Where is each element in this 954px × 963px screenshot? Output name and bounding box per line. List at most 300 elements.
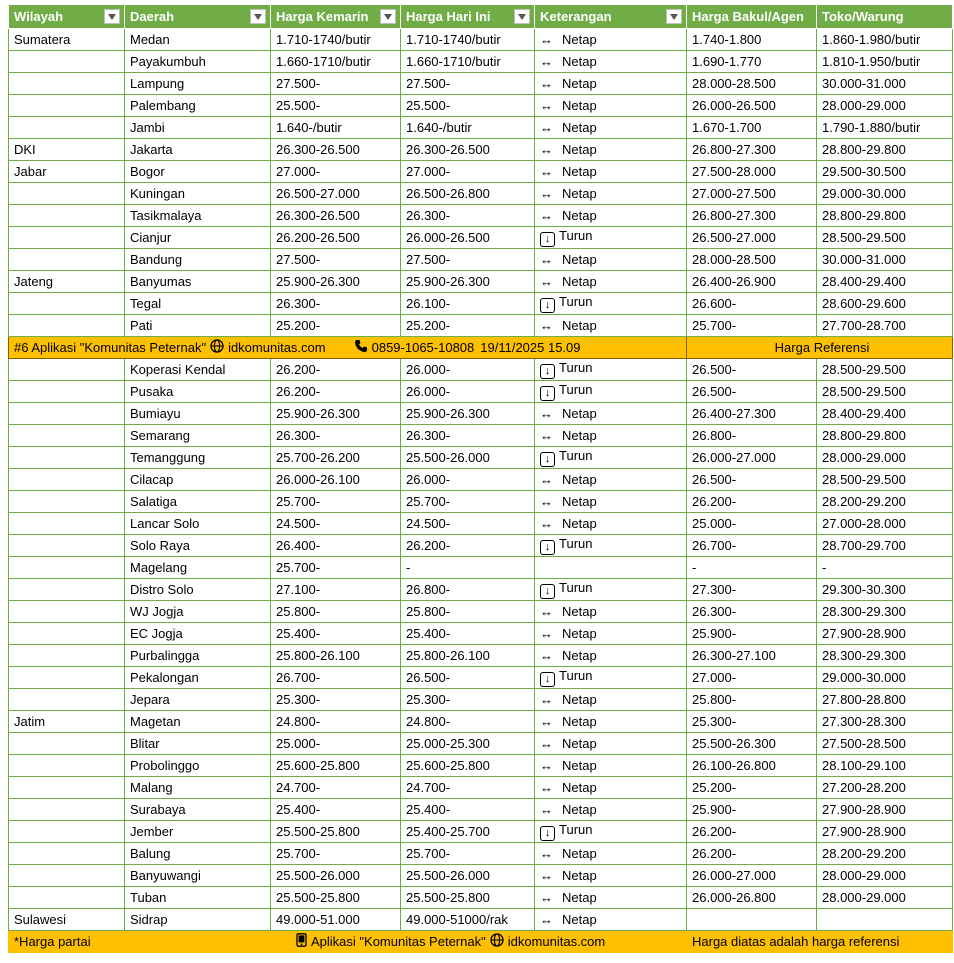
cell-harga-hari-ini[interactable]: 26.000-	[401, 469, 535, 491]
cell-daerah[interactable]: Jambi	[125, 117, 271, 139]
cell-harga-hari-ini[interactable]: 25.700-	[401, 843, 535, 865]
footer-row	[9, 931, 953, 953]
cell-toko-warung[interactable]: 29.000-30.000	[817, 183, 953, 205]
cell-harga-bakul[interactable]: -	[687, 557, 817, 579]
header-toko-warung: Toko/Warung	[817, 5, 953, 29]
band-phone: 0859-1065-10808	[371, 340, 475, 355]
cell-harga-hari-ini[interactable]: 26.500-26.800	[401, 183, 535, 205]
cell-daerah[interactable]: Distro Solo	[125, 579, 271, 601]
cell-toko-warung[interactable]: 1.810-1.950/butir	[817, 51, 953, 73]
cell-wilayah[interactable]: Jatim	[9, 711, 125, 733]
cell-harga-kemarin[interactable]: 25.500-25.800	[271, 821, 401, 843]
cell-harga-hari-ini[interactable]: 27.500-	[401, 249, 535, 271]
cell-harga-kemarin[interactable]: 26.300-	[271, 425, 401, 447]
cell-harga-hari-ini[interactable]: 24.500-	[401, 513, 535, 535]
cell-wilayah[interactable]	[9, 557, 125, 579]
cell-wilayah[interactable]	[9, 601, 125, 623]
cell-wilayah[interactable]	[9, 447, 125, 469]
cell-wilayah[interactable]	[9, 293, 125, 315]
cell-harga-bakul[interactable]: 26.500-	[687, 381, 817, 403]
cell-harga-kemarin[interactable]: 27.000-	[271, 161, 401, 183]
cell-keterangan[interactable]	[535, 447, 687, 469]
cell-harga-bakul[interactable]: 27.300-	[687, 579, 817, 601]
cell-daerah[interactable]: Probolinggo	[125, 755, 271, 777]
cell-toko-warung[interactable]: 28.000-29.000	[817, 447, 953, 469]
cell-harga-kemarin[interactable]: 25.500-25.800	[271, 887, 401, 909]
cell-daerah[interactable]: Pekalongan	[125, 667, 271, 689]
cell-wilayah[interactable]: Jabar	[9, 161, 125, 183]
cell-harga-hari-ini[interactable]: 26.000-	[401, 359, 535, 381]
cell-wilayah[interactable]	[9, 227, 125, 249]
cell-harga-kemarin[interactable]: 24.700-	[271, 777, 401, 799]
cell-daerah[interactable]: Sidrap	[125, 909, 271, 931]
cell-harga-kemarin[interactable]: 25.700-26.200	[271, 447, 401, 469]
cell-daerah[interactable]: Lampung	[125, 73, 271, 95]
cell-toko-warung[interactable]: 27.800-28.800	[817, 689, 953, 711]
cell-wilayah[interactable]	[9, 645, 125, 667]
cell-harga-bakul[interactable]: 26.000-26.500	[687, 95, 817, 117]
cell-harga-bakul[interactable]: 26.200-	[687, 491, 817, 513]
cell-daerah[interactable]: Semarang	[125, 425, 271, 447]
cell-keterangan[interactable]	[535, 579, 687, 601]
cell-harga-kemarin[interactable]: 26.200-26.500	[271, 227, 401, 249]
cell-harga-bakul[interactable]: 25.800-	[687, 689, 817, 711]
cell-wilayah[interactable]	[9, 73, 125, 95]
cell-harga-kemarin[interactable]: 26.700-	[271, 667, 401, 689]
cell-harga-kemarin[interactable]: 25.400-	[271, 799, 401, 821]
cell-harga-hari-ini[interactable]: 25.200-	[401, 315, 535, 337]
cell-wilayah[interactable]	[9, 689, 125, 711]
cell-harga-hari-ini[interactable]: 24.800-	[401, 711, 535, 733]
cell-harga-hari-ini[interactable]: 26.300-26.500	[401, 139, 535, 161]
cell-toko-warung[interactable]: 27.900-28.900	[817, 799, 953, 821]
cell-keterangan[interactable]	[535, 271, 687, 293]
cell-harga-bakul[interactable]: 26.000-26.800	[687, 887, 817, 909]
left-right-arrow-icon: ↔	[540, 868, 553, 883]
cell-daerah[interactable]: Magelang	[125, 557, 271, 579]
cell-harga-kemarin[interactable]: 25.700-	[271, 491, 401, 513]
cell-toko-warung[interactable]: 28.000-29.000	[817, 887, 953, 909]
cell-daerah[interactable]: Payakumbuh	[125, 51, 271, 73]
cell-keterangan[interactable]	[535, 403, 687, 425]
cell-keterangan[interactable]	[535, 51, 687, 73]
cell-harga-hari-ini[interactable]: -	[401, 557, 535, 579]
cell-harga-bakul[interactable]: 26.000-27.000	[687, 447, 817, 469]
cell-daerah[interactable]: Magetan	[125, 711, 271, 733]
cell-harga-bakul[interactable]: 26.500-	[687, 469, 817, 491]
cell-harga-bakul[interactable]: 26.600-	[687, 293, 817, 315]
cell-keterangan[interactable]	[535, 711, 687, 733]
cell-harga-bakul[interactable]: 25.700-	[687, 315, 817, 337]
cell-toko-warung[interactable]	[817, 909, 953, 931]
filter-dropdown-icon[interactable]	[250, 9, 266, 24]
cell-wilayah[interactable]: DKI	[9, 139, 125, 161]
cell-harga-kemarin[interactable]: 25.900-26.300	[271, 271, 401, 293]
cell-keterangan[interactable]	[535, 381, 687, 403]
info-band-main	[9, 337, 687, 359]
cell-harga-hari-ini[interactable]: 27.000-	[401, 161, 535, 183]
cell-keterangan[interactable]	[535, 29, 687, 51]
cell-keterangan[interactable]	[535, 139, 687, 161]
cell-wilayah[interactable]	[9, 51, 125, 73]
cell-toko-warung[interactable]: 27.200-28.200	[817, 777, 953, 799]
cell-harga-hari-ini[interactable]: 25.400-25.700	[401, 821, 535, 843]
cell-harga-kemarin[interactable]: 25.800-26.100	[271, 645, 401, 667]
filter-dropdown-icon[interactable]	[104, 9, 120, 24]
cell-harga-kemarin[interactable]: 27.100-	[271, 579, 401, 601]
left-right-arrow-icon: ↔	[540, 120, 553, 135]
cell-daerah[interactable]: Jember	[125, 821, 271, 843]
cell-toko-warung[interactable]: 28.100-29.100	[817, 755, 953, 777]
cell-daerah[interactable]: Bandung	[125, 249, 271, 271]
cell-wilayah[interactable]	[9, 513, 125, 535]
cell-daerah[interactable]: Cianjur	[125, 227, 271, 249]
cell-wilayah[interactable]	[9, 733, 125, 755]
cell-harga-kemarin[interactable]: 25.800-	[271, 601, 401, 623]
table-row	[9, 139, 953, 161]
cell-toko-warung[interactable]: 28.200-29.200	[817, 491, 953, 513]
cell-keterangan[interactable]	[535, 777, 687, 799]
cell-keterangan[interactable]	[535, 909, 687, 931]
cell-keterangan[interactable]	[535, 535, 687, 557]
cell-keterangan[interactable]	[535, 359, 687, 381]
cell-keterangan[interactable]	[535, 315, 687, 337]
cell-keterangan[interactable]	[535, 249, 687, 271]
cell-harga-hari-ini[interactable]: 24.700-	[401, 777, 535, 799]
cell-harga-bakul[interactable]: 25.900-	[687, 799, 817, 821]
cell-harga-kemarin[interactable]: 25.900-26.300	[271, 403, 401, 425]
cell-daerah[interactable]: Tasikmalaya	[125, 205, 271, 227]
cell-harga-bakul[interactable]: 26.200-	[687, 821, 817, 843]
cell-harga-hari-ini[interactable]: 25.000-25.300	[401, 733, 535, 755]
cell-wilayah[interactable]	[9, 799, 125, 821]
cell-toko-warung[interactable]: 27.900-28.900	[817, 821, 953, 843]
cell-harga-kemarin[interactable]: 24.500-	[271, 513, 401, 535]
cell-wilayah[interactable]	[9, 579, 125, 601]
down-arrow-box-icon: ↓	[540, 298, 555, 313]
cell-keterangan[interactable]	[535, 799, 687, 821]
cell-daerah[interactable]: Lancar Solo	[125, 513, 271, 535]
cell-harga-bakul[interactable]: 26.700-	[687, 535, 817, 557]
cell-keterangan[interactable]	[535, 161, 687, 183]
cell-keterangan[interactable]	[535, 227, 687, 249]
cell-harga-bakul[interactable]: 25.500-26.300	[687, 733, 817, 755]
cell-wilayah[interactable]	[9, 425, 125, 447]
cell-daerah[interactable]: Pati	[125, 315, 271, 337]
cell-toko-warung[interactable]: 30.000-31.000	[817, 249, 953, 271]
cell-wilayah[interactable]	[9, 887, 125, 909]
cell-harga-hari-ini[interactable]: 1.640-/butir	[401, 117, 535, 139]
header-daerah: Daerah	[125, 5, 271, 29]
cell-harga-kemarin[interactable]: 26.500-27.000	[271, 183, 401, 205]
footer-app	[271, 931, 687, 953]
cell-wilayah[interactable]	[9, 843, 125, 865]
cell-toko-warung[interactable]: 28.800-29.800	[817, 139, 953, 161]
cell-harga-hari-ini[interactable]: 25.500-25.800	[401, 887, 535, 909]
cell-toko-warung[interactable]: 28.300-29.300	[817, 645, 953, 667]
cell-harga-bakul[interactable]: 27.000-27.500	[687, 183, 817, 205]
cell-harga-kemarin[interactable]: 26.300-26.500	[271, 139, 401, 161]
cell-daerah[interactable]: Solo Raya	[125, 535, 271, 557]
cell-toko-warung[interactable]: 28.000-29.000	[817, 865, 953, 887]
cell-wilayah[interactable]	[9, 535, 125, 557]
cell-daerah[interactable]: Purbalingga	[125, 645, 271, 667]
cell-harga-hari-ini[interactable]: 25.300-	[401, 689, 535, 711]
cell-keterangan[interactable]	[535, 95, 687, 117]
cell-wilayah[interactable]	[9, 667, 125, 689]
cell-wilayah[interactable]	[9, 865, 125, 887]
cell-toko-warung[interactable]: 28.000-29.000	[817, 95, 953, 117]
cell-keterangan[interactable]	[535, 689, 687, 711]
cell-keterangan[interactable]	[535, 73, 687, 95]
cell-harga-kemarin[interactable]: 26.000-26.100	[271, 469, 401, 491]
cell-harga-hari-ini[interactable]: 25.800-26.100	[401, 645, 535, 667]
cell-harga-kemarin[interactable]: 25.500-26.000	[271, 865, 401, 887]
cell-harga-hari-ini[interactable]: 1.710-1740/butir	[401, 29, 535, 51]
cell-harga-hari-ini[interactable]: 26.000-26.500	[401, 227, 535, 249]
cell-keterangan[interactable]	[535, 183, 687, 205]
filter-dropdown-icon[interactable]	[666, 9, 682, 24]
cell-keterangan[interactable]	[535, 491, 687, 513]
cell-toko-warung[interactable]: 29.300-30.300	[817, 579, 953, 601]
cell-toko-warung[interactable]: 27.900-28.900	[817, 623, 953, 645]
cell-wilayah[interactable]	[9, 491, 125, 513]
cell-toko-warung[interactable]: 27.000-28.000	[817, 513, 953, 535]
cell-harga-kemarin[interactable]: 25.300-	[271, 689, 401, 711]
status-label: Netap	[562, 186, 597, 201]
cell-toko-warung[interactable]: 29.000-30.000	[817, 667, 953, 689]
cell-keterangan[interactable]	[535, 601, 687, 623]
cell-wilayah[interactable]	[9, 315, 125, 337]
cell-daerah[interactable]: Banyuwangi	[125, 865, 271, 887]
cell-harga-bakul[interactable]: 27.500-28.000	[687, 161, 817, 183]
cell-harga-bakul[interactable]: 25.300-	[687, 711, 817, 733]
cell-keterangan[interactable]	[535, 623, 687, 645]
filter-dropdown-icon[interactable]	[514, 9, 530, 24]
cell-keterangan[interactable]	[535, 557, 687, 579]
cell-daerah[interactable]: Balung	[125, 843, 271, 865]
cell-harga-kemarin[interactable]: 1.640-/butir	[271, 117, 401, 139]
cell-wilayah[interactable]	[9, 623, 125, 645]
cell-harga-hari-ini[interactable]: 26.000-	[401, 381, 535, 403]
cell-toko-warung[interactable]: 28.800-29.800	[817, 425, 953, 447]
cell-daerah[interactable]: Tuban	[125, 887, 271, 909]
cell-harga-bakul[interactable]: 27.000-	[687, 667, 817, 689]
cell-keterangan[interactable]	[535, 667, 687, 689]
cell-harga-hari-ini[interactable]: 1.660-1710/butir	[401, 51, 535, 73]
cell-harga-kemarin[interactable]: 25.700-	[271, 843, 401, 865]
cell-harga-hari-ini[interactable]: 27.500-	[401, 73, 535, 95]
cell-harga-kemarin[interactable]: 26.300-26.500	[271, 205, 401, 227]
cell-harga-bakul[interactable]: 1.670-1.700	[687, 117, 817, 139]
cell-daerah[interactable]: Tegal	[125, 293, 271, 315]
cell-harga-hari-ini[interactable]: 26.300-	[401, 425, 535, 447]
cell-keterangan[interactable]	[535, 205, 687, 227]
cell-daerah[interactable]: Bumiayu	[125, 403, 271, 425]
cell-harga-bakul[interactable]: 28.000-28.500	[687, 249, 817, 271]
cell-harga-kemarin[interactable]: 49.000-51.000	[271, 909, 401, 931]
status-label: Netap	[562, 758, 597, 773]
cell-keterangan[interactable]	[535, 887, 687, 909]
cell-keterangan[interactable]	[535, 843, 687, 865]
cell-harga-bakul[interactable]: 25.200-	[687, 777, 817, 799]
cell-toko-warung[interactable]: 29.500-30.500	[817, 161, 953, 183]
left-right-arrow-icon: ↔	[540, 274, 553, 289]
cell-harga-kemarin[interactable]: 26.400-	[271, 535, 401, 557]
cell-harga-bakul[interactable]: 26.800-27.300	[687, 139, 817, 161]
cell-daerah[interactable]: Blitar	[125, 733, 271, 755]
cell-daerah[interactable]: Palembang	[125, 95, 271, 117]
cell-keterangan[interactable]	[535, 865, 687, 887]
cell-harga-bakul[interactable]: 26.300-27.100	[687, 645, 817, 667]
cell-wilayah[interactable]	[9, 205, 125, 227]
cell-wilayah[interactable]: Sumatera	[9, 29, 125, 51]
cell-daerah[interactable]: Bogor	[125, 161, 271, 183]
cell-harga-kemarin[interactable]: 27.500-	[271, 73, 401, 95]
cell-keterangan[interactable]	[535, 755, 687, 777]
cell-toko-warung[interactable]: 27.300-28.300	[817, 711, 953, 733]
cell-wilayah[interactable]	[9, 403, 125, 425]
cell-toko-warung[interactable]: 28.500-29.500	[817, 227, 953, 249]
table-row	[9, 557, 953, 579]
cell-harga-hari-ini[interactable]: 25.700-	[401, 491, 535, 513]
cell-harga-bakul[interactable]	[687, 909, 817, 931]
cell-toko-warung[interactable]: 28.600-29.600	[817, 293, 953, 315]
cell-toko-warung[interactable]: -	[817, 557, 953, 579]
cell-keterangan[interactable]	[535, 733, 687, 755]
cell-harga-bakul[interactable]: 26.400-27.300	[687, 403, 817, 425]
left-right-arrow-icon: ↔	[540, 516, 553, 531]
cell-keterangan[interactable]	[535, 645, 687, 667]
cell-keterangan[interactable]	[535, 425, 687, 447]
cell-harga-hari-ini[interactable]: 26.500-	[401, 667, 535, 689]
cell-harga-bakul[interactable]: 26.200-	[687, 843, 817, 865]
cell-harga-bakul[interactable]: 25.000-	[687, 513, 817, 535]
cell-keterangan[interactable]	[535, 469, 687, 491]
cell-harga-kemarin[interactable]: 25.000-	[271, 733, 401, 755]
cell-toko-warung[interactable]: 28.500-29.500	[817, 359, 953, 381]
cell-harga-hari-ini[interactable]: 26.800-	[401, 579, 535, 601]
cell-toko-warung[interactable]: 27.700-28.700	[817, 315, 953, 337]
cell-harga-bakul[interactable]: 25.900-	[687, 623, 817, 645]
cell-harga-hari-ini[interactable]: 25.900-26.300	[401, 403, 535, 425]
filter-dropdown-icon[interactable]	[380, 9, 396, 24]
cell-keterangan[interactable]	[535, 117, 687, 139]
cell-daerah[interactable]: Medan	[125, 29, 271, 51]
cell-harga-bakul[interactable]: 26.500-	[687, 359, 817, 381]
cell-harga-hari-ini[interactable]: 26.200-	[401, 535, 535, 557]
cell-daerah[interactable]: Salatiga	[125, 491, 271, 513]
cell-toko-warung[interactable]: 28.500-29.500	[817, 469, 953, 491]
cell-harga-hari-ini[interactable]: 25.600-25.800	[401, 755, 535, 777]
cell-harga-kemarin[interactable]: 25.700-	[271, 557, 401, 579]
cell-harga-bakul[interactable]: 26.300-	[687, 601, 817, 623]
cell-toko-warung[interactable]: 27.500-28.500	[817, 733, 953, 755]
cell-harga-kemarin[interactable]: 25.200-	[271, 315, 401, 337]
cell-daerah[interactable]: Jakarta	[125, 139, 271, 161]
cell-harga-bakul[interactable]: 26.500-27.000	[687, 227, 817, 249]
cell-harga-kemarin[interactable]: 1.710-1740/butir	[271, 29, 401, 51]
cell-wilayah[interactable]: Sulawesi	[9, 909, 125, 931]
cell-wilayah[interactable]	[9, 117, 125, 139]
cell-harga-kemarin[interactable]: 24.800-	[271, 711, 401, 733]
cell-toko-warung[interactable]: 1.790-1.880/butir	[817, 117, 953, 139]
cell-harga-bakul[interactable]: 1.740-1.800	[687, 29, 817, 51]
cell-harga-kemarin[interactable]: 26.300-	[271, 293, 401, 315]
cell-harga-kemarin[interactable]: 25.600-25.800	[271, 755, 401, 777]
cell-harga-hari-ini[interactable]: 25.400-	[401, 799, 535, 821]
cell-toko-warung[interactable]: 28.400-29.400	[817, 271, 953, 293]
cell-harga-kemarin[interactable]: 26.200-	[271, 359, 401, 381]
cell-harga-kemarin[interactable]: 26.200-	[271, 381, 401, 403]
cell-wilayah[interactable]: Jateng	[9, 271, 125, 293]
cell-toko-warung[interactable]: 28.200-29.200	[817, 843, 953, 865]
cell-daerah[interactable]: Temanggung	[125, 447, 271, 469]
cell-daerah[interactable]: Jepara	[125, 689, 271, 711]
cell-toko-warung[interactable]: 28.300-29.300	[817, 601, 953, 623]
cell-toko-warung[interactable]: 28.400-29.400	[817, 403, 953, 425]
cell-harga-bakul[interactable]: 26.100-26.800	[687, 755, 817, 777]
cell-daerah[interactable]: Malang	[125, 777, 271, 799]
cell-harga-kemarin[interactable]: 1.660-1710/butir	[271, 51, 401, 73]
cell-harga-bakul[interactable]: 26.000-27.000	[687, 865, 817, 887]
cell-harga-bakul[interactable]: 28.000-28.500	[687, 73, 817, 95]
cell-keterangan[interactable]	[535, 293, 687, 315]
cell-harga-hari-ini[interactable]: 25.500-26.000	[401, 447, 535, 469]
cell-wilayah[interactable]	[9, 777, 125, 799]
cell-harga-hari-ini[interactable]: 26.300-	[401, 205, 535, 227]
cell-wilayah[interactable]	[9, 95, 125, 117]
cell-harga-bakul[interactable]: 26.800-	[687, 425, 817, 447]
cell-toko-warung[interactable]: 28.500-29.500	[817, 381, 953, 403]
cell-harga-bakul[interactable]: 26.400-26.900	[687, 271, 817, 293]
cell-toko-warung[interactable]: 1.860-1.980/butir	[817, 29, 953, 51]
cell-daerah[interactable]: Koperasi Kendal	[125, 359, 271, 381]
cell-harga-kemarin[interactable]: 25.400-	[271, 623, 401, 645]
cell-harga-hari-ini[interactable]: 26.100-	[401, 293, 535, 315]
cell-harga-hari-ini[interactable]: 49.000-51000/rak	[401, 909, 535, 931]
cell-wilayah[interactable]	[9, 755, 125, 777]
cell-wilayah[interactable]	[9, 381, 125, 403]
cell-harga-hari-ini[interactable]: 25.500-26.000	[401, 865, 535, 887]
cell-wilayah[interactable]	[9, 359, 125, 381]
cell-wilayah[interactable]	[9, 821, 125, 843]
cell-harga-bakul[interactable]: 1.690-1.770	[687, 51, 817, 73]
cell-harga-kemarin[interactable]: 27.500-	[271, 249, 401, 271]
cell-daerah[interactable]: Kuningan	[125, 183, 271, 205]
cell-harga-hari-ini[interactable]: 25.500-	[401, 95, 535, 117]
cell-harga-hari-ini[interactable]: 25.400-	[401, 623, 535, 645]
cell-toko-warung[interactable]: 28.700-29.700	[817, 535, 953, 557]
cell-daerah[interactable]: WJ Jogja	[125, 601, 271, 623]
cell-wilayah[interactable]	[9, 469, 125, 491]
cell-harga-kemarin[interactable]: 25.500-	[271, 95, 401, 117]
cell-harga-hari-ini[interactable]: 25.900-26.300	[401, 271, 535, 293]
cell-wilayah[interactable]	[9, 249, 125, 271]
cell-toko-warung[interactable]: 30.000-31.000	[817, 73, 953, 95]
cell-keterangan[interactable]	[535, 513, 687, 535]
cell-harga-hari-ini[interactable]: 25.800-	[401, 601, 535, 623]
cell-daerah[interactable]: EC Jogja	[125, 623, 271, 645]
cell-daerah[interactable]: Surabaya	[125, 799, 271, 821]
cell-daerah[interactable]: Banyumas	[125, 271, 271, 293]
cell-keterangan[interactable]	[535, 821, 687, 843]
cell-harga-bakul[interactable]: 26.800-27.300	[687, 205, 817, 227]
cell-daerah[interactable]: Cilacap	[125, 469, 271, 491]
cell-daerah[interactable]: Pusaka	[125, 381, 271, 403]
cell-wilayah[interactable]	[9, 183, 125, 205]
cell-toko-warung[interactable]: 28.800-29.800	[817, 205, 953, 227]
